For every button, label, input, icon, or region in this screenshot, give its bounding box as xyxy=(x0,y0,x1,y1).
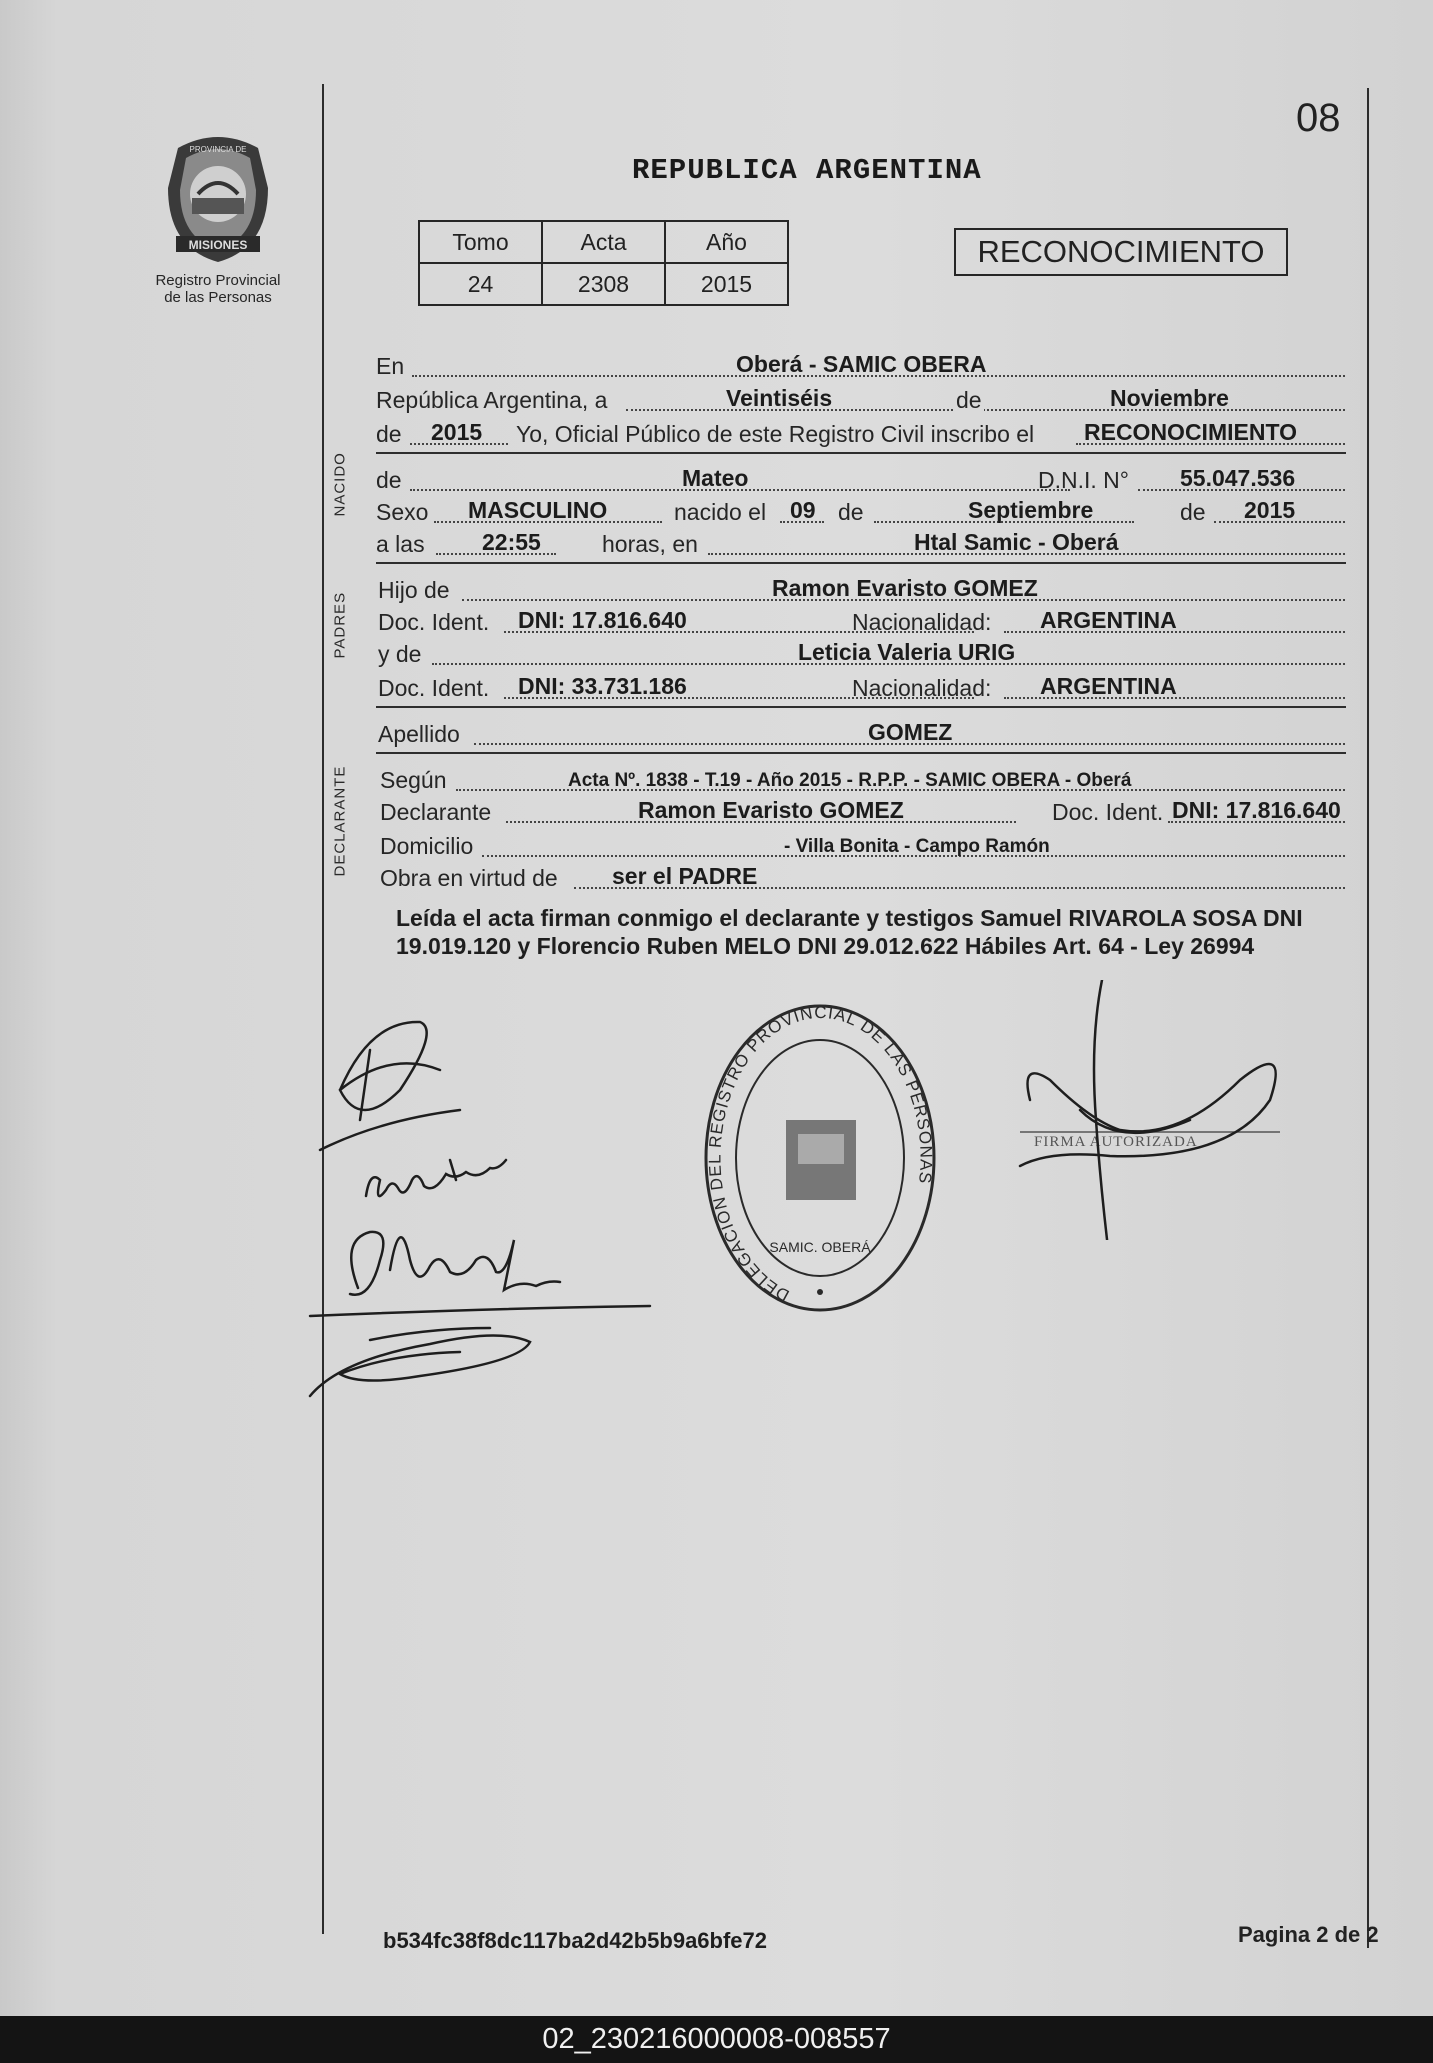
header-ano: Año xyxy=(665,221,788,263)
section-divider xyxy=(376,752,1346,754)
value-dni: 55.047.536 xyxy=(1180,465,1296,491)
registry-label xyxy=(128,272,308,306)
label-de-month: de xyxy=(956,387,982,413)
value-en: Oberá - SAMIC OBERA xyxy=(736,351,987,377)
header-acta: Acta xyxy=(542,221,665,263)
value-father-nationality: ARGENTINA xyxy=(1040,607,1177,633)
section-divider xyxy=(376,706,1346,708)
label-y-de: y de xyxy=(378,641,422,667)
side-label-padres: PADRES xyxy=(331,591,349,659)
value-day: Veintiséis xyxy=(726,385,833,411)
oficial-text: Yo, Oficial Público de este Registro Civil inscribo el xyxy=(516,421,1035,447)
label-declarante: Declarante xyxy=(380,799,492,825)
row-obra xyxy=(376,860,1345,892)
stamp-ring-text: DELEGACIÓN DEL REGISTRO PROVINCIAL DE LAS PERSONAS xyxy=(705,1002,936,1306)
file-name-label: 02_230216000008-008557 xyxy=(542,2023,891,2055)
row-hijo-de xyxy=(376,572,1345,604)
value-tomo: 24 xyxy=(419,263,542,305)
province-seal-logo xyxy=(158,128,278,266)
row-mother-doc xyxy=(376,670,1345,702)
label-de-birth-year: de xyxy=(1180,499,1206,525)
label-de-year: de xyxy=(376,421,402,447)
document-title: REPUBLICA ARGENTINA xyxy=(632,154,982,187)
value-mother-name: Leticia Valeria URIG xyxy=(798,639,1016,665)
row-apellido xyxy=(376,716,1345,748)
label-en: En xyxy=(376,353,405,379)
official-signature xyxy=(1010,980,1310,1240)
label-de-birth-month: de xyxy=(838,499,864,525)
value-mother-doc: DNI: 33.731.186 xyxy=(518,673,687,699)
row-segun xyxy=(376,762,1345,794)
row-y-de xyxy=(376,636,1345,668)
row-father-doc xyxy=(376,604,1345,636)
pagination: Pagina 2 de 2 xyxy=(1238,1922,1379,1947)
label-segun: Según xyxy=(380,767,447,793)
page-number: 08 xyxy=(1296,96,1341,140)
official-stamp-text: FIRMA AUTORIZADA xyxy=(1034,1134,1198,1150)
label-a-las: a las xyxy=(376,531,425,557)
value-month: Noviembre xyxy=(1110,385,1229,411)
value-acto: RECONOCIMIENTO xyxy=(1084,419,1297,445)
row-republica xyxy=(376,382,1345,414)
label-de-name: de xyxy=(376,467,402,493)
closing-statement: Leída el acta firman conmigo el declarante y testigos Samuel RIVAROLA SOSA DNI 19.019.120 y Florencio Ruben MELO DNI 29.012.622 Hábiles Art. 64 - Ley 26994 xyxy=(396,905,1303,959)
value-father-name: Ramon Evaristo GOMEZ xyxy=(772,575,1038,601)
value-hour: 22:55 xyxy=(482,529,541,555)
value-birth-day: 09 xyxy=(790,497,816,523)
seal-text-provincia: PROVINCIA DE xyxy=(189,145,247,154)
row-declarante xyxy=(376,794,1345,826)
value-apellido: GOMEZ xyxy=(868,719,953,745)
row-hora xyxy=(376,526,1345,558)
row-name xyxy=(376,462,1345,494)
value-birth-year: 2015 xyxy=(1244,497,1296,523)
label-sexo: Sexo xyxy=(376,499,429,525)
record-table xyxy=(418,220,789,306)
label-obra: Obra en virtud de xyxy=(380,865,558,891)
value-place: Htal Samic - Oberá xyxy=(914,529,1119,555)
label-dni: D.N.I. N° xyxy=(1038,467,1129,493)
row-oficial xyxy=(376,416,1345,448)
registry-label-line1: Registro Provincial xyxy=(155,272,281,289)
value-sexo: MASCULINO xyxy=(468,497,608,523)
registry-label-line2: de las Personas xyxy=(164,289,272,306)
label-doc-ident-declarante: Doc. Ident. xyxy=(1052,799,1164,825)
record-type-box: RECONOCIMIENTO xyxy=(954,228,1288,276)
label-domicilio: Domicilio xyxy=(380,833,474,859)
label-horas-en: horas, en xyxy=(602,531,698,557)
label-nacido-el: nacido el xyxy=(674,499,767,525)
left-margin-line xyxy=(322,84,324,1934)
row-sexo xyxy=(376,494,1345,526)
label-doc-ident-mother: Doc. Ident. xyxy=(378,675,490,701)
row-en xyxy=(376,348,1345,380)
value-year: 2015 xyxy=(431,419,483,445)
value-father-doc: DNI: 17.816.640 xyxy=(518,607,687,633)
value-domicilio: - Villa Bonita - Campo Ramón xyxy=(784,836,1050,857)
value-ano: 2015 xyxy=(665,263,788,305)
side-label-declarante: DECLARANTE xyxy=(331,765,349,877)
value-birth-month: Septiembre xyxy=(968,497,1094,523)
label-republica: República Argentina, a xyxy=(376,387,608,413)
right-margin-line xyxy=(1367,88,1369,1948)
stamp-inner-text: SAMIC. OBERÁ xyxy=(769,1239,871,1255)
value-segun: Acta Nº. 1838 - T.19 - Año 2015 - R.P.P. - SAMIC OBERA - Oberá xyxy=(568,770,1132,791)
value-acta: 2308 xyxy=(542,263,665,305)
seal-text-misiones: MISIONES xyxy=(188,238,248,252)
document-hash: b534fc38f8dc117ba2d42b5b9a6bfe72 xyxy=(383,1928,768,1953)
value-declarante: Ramon Evaristo GOMEZ xyxy=(638,797,904,823)
delegation-stamp xyxy=(700,1002,940,1322)
label-nacionalidad-father: Nacionalidad: xyxy=(852,609,992,635)
value-mother-nationality: ARGENTINA xyxy=(1040,673,1177,699)
side-label-nacido: NACIDO xyxy=(331,452,349,517)
label-nacionalidad-mother: Nacionalidad: xyxy=(852,675,992,701)
section-divider xyxy=(376,452,1346,454)
value-obra: ser el PADRE xyxy=(612,863,758,889)
section-divider xyxy=(376,562,1346,564)
label-hijo-de: Hijo de xyxy=(378,577,450,603)
row-domicilio xyxy=(376,828,1345,860)
label-doc-ident-father: Doc. Ident. xyxy=(378,609,490,635)
witness-signatures xyxy=(300,1010,680,1410)
value-declarante-doc: DNI: 17.816.640 xyxy=(1172,797,1341,823)
value-name: Mateo xyxy=(682,465,749,491)
header-tomo: Tomo xyxy=(419,221,542,263)
label-apellido: Apellido xyxy=(378,721,460,747)
